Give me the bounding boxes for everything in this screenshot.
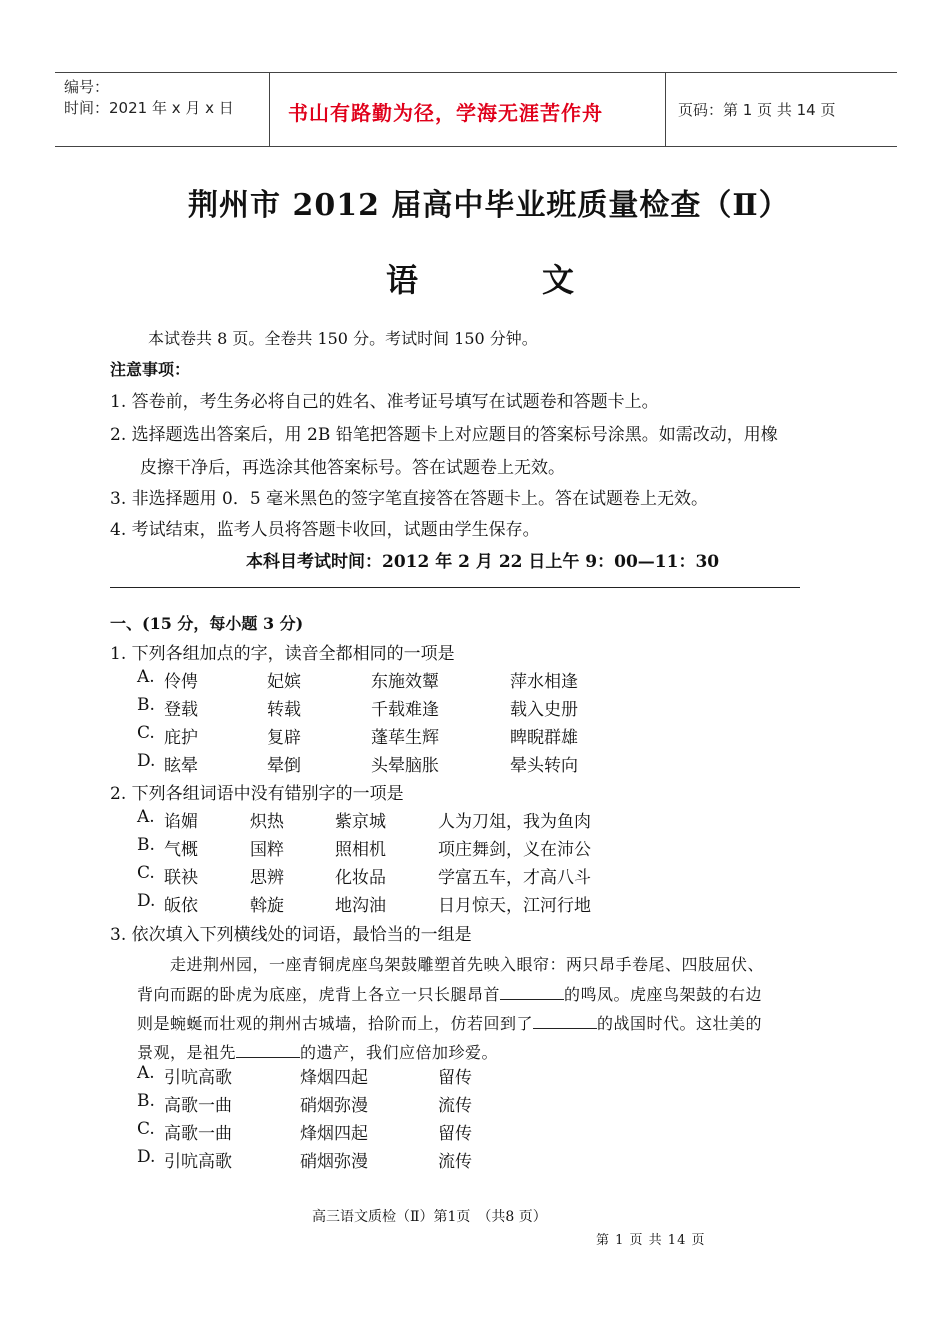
q1-option-choice: 伶俜 [164, 672, 198, 692]
q3-option-choice: 烽烟四起 [300, 1124, 368, 1144]
q3-option-choice: 硝烟弥漫 [300, 1152, 368, 1172]
q1-option-choice: 蓬荜生辉 [371, 728, 439, 748]
fill-blank [236, 1043, 300, 1058]
header-divider-right [665, 72, 666, 146]
q3-option-choice: 高歌一曲 [164, 1096, 232, 1116]
q2-option-label: C. [137, 863, 155, 883]
q2-option-label: B. [137, 835, 155, 855]
q3-option-choice: 烽烟四起 [300, 1068, 368, 1088]
q3-passage-line-3 [137, 1011, 762, 1034]
q1-option-label: B. [137, 695, 155, 715]
q1-option-choice: 晕倒 [267, 756, 301, 776]
q2-option-choice: 皈依 [164, 896, 198, 916]
passage-text: 景观，是祖先 [137, 1043, 237, 1062]
passage-text: 走进荆州园，一座青铜虎座鸟架鼓雕塑首先映入眼帘：两只昂手卷尾、四肢屈伏、 [170, 955, 765, 974]
q3-option-choice: 流传 [438, 1096, 472, 1116]
q3-stem: 3. 依次填入下列横线处的词语，最恰当的一组是 [110, 925, 472, 945]
q1-option-choice: 妃嫔 [267, 672, 301, 692]
header-number: 编号： [64, 78, 110, 96]
fill-blank [533, 1014, 597, 1029]
q2-option-choice: 照相机 [335, 840, 386, 860]
q3-option-choice: 留传 [438, 1068, 472, 1088]
header-time: 时间：2021 年 x 月 x 日 [64, 99, 234, 117]
q1-option-label: D. [137, 751, 156, 771]
q2-option-choice: 谄媚 [164, 812, 198, 832]
passage-text: 的战国时代。这壮美的 [597, 1014, 763, 1033]
q2-option-choice: 化妆品 [335, 868, 386, 888]
q2-option-label: A. [137, 807, 155, 827]
q3-option-choice: 高歌一曲 [164, 1124, 232, 1144]
separator-rule [110, 587, 800, 588]
q2-option-choice: 斡旋 [250, 896, 284, 916]
notice-item-4: 4. 考试结束，监考人员将答题卡收回，试题由学生保存。 [110, 520, 540, 540]
q3-option-label: D. [137, 1147, 156, 1167]
intro-text: 本试卷共 8 页。全卷共 150 分。考试时间 150 分钟。 [148, 329, 538, 348]
q2-option-choice: 地沟油 [335, 896, 386, 916]
q2-stem: 2. 下列各组词语中没有错别字的一项是 [110, 784, 404, 804]
header-page-info: 页码：第 1 页 共 14 页 [678, 101, 836, 119]
q3-option-label: A. [137, 1063, 155, 1083]
fill-blank [500, 985, 564, 1000]
subject-title: 语 文 [386, 261, 595, 299]
q3-option-choice: 留传 [438, 1124, 472, 1144]
q3-option-label: C. [137, 1119, 155, 1139]
q2-option-choice: 项庄舞剑，义在沛公 [438, 840, 591, 860]
notice-item-2-cont: 皮擦干净后，再选涂其他答案标号。答在试题卷上无效。 [140, 458, 565, 478]
q2-option-choice: 日月惊天，江河行地 [438, 896, 591, 916]
page-title: 荆州市 2012 届高中毕业班质量检查（Ⅱ） [188, 188, 790, 223]
notice-item-3: 3. 非选择题用 0．5 毫米黑色的签字笔直接答在答题卡上。答在试题卷上无效。 [110, 489, 709, 509]
header-top-border [55, 72, 897, 73]
q1-option-choice: 登载 [164, 700, 198, 720]
q3-option-choice: 引吭高歌 [164, 1068, 232, 1088]
footer-page-right: 第 1 页 共 14 页 [596, 1233, 706, 1248]
q3-option-choice: 硝烟弥漫 [300, 1096, 368, 1116]
q1-option-choice: 复辟 [267, 728, 301, 748]
q2-option-choice: 人为刀俎，我为鱼肉 [438, 812, 591, 832]
header-divider-left [269, 72, 270, 146]
q3-passage-line-4 [137, 1040, 498, 1063]
q1-option-choice: 晕头转向 [510, 756, 578, 776]
notice-heading: 注意事项： [110, 360, 191, 379]
q2-option-choice: 紫京城 [335, 812, 386, 832]
passage-text: 的鸣凤。虎座鸟架鼓的右边 [564, 985, 763, 1004]
q1-option-choice: 庇护 [164, 728, 198, 748]
q2-option-choice: 学富五车，才高八斗 [438, 868, 591, 888]
footer-page-center: 高三语文质检（Ⅱ）第1页 （共8 页） [312, 1209, 547, 1225]
q1-option-choice: 东施效颦 [371, 672, 439, 692]
q1-option-label: C. [137, 723, 155, 743]
q1-option-choice: 载入史册 [510, 700, 578, 720]
q2-option-choice: 气概 [164, 840, 198, 860]
q2-option-choice: 思辨 [250, 868, 284, 888]
passage-text: 则是蜿蜒而壮观的荆州古城墙，拾阶而上，仿若回到了 [137, 1014, 534, 1033]
q1-option-choice: 头晕脑胀 [371, 756, 439, 776]
section-heading: 一、(15 分，每小题 3 分) [110, 614, 304, 633]
passage-text: 的遗产，我们应倍加珍爱。 [300, 1043, 499, 1062]
q3-option-choice: 流传 [438, 1152, 472, 1172]
q1-option-label: A. [137, 667, 155, 687]
exam-time: 本科目考试时间：2012 年 2 月 22 日上午 9：00—11：30 [246, 552, 720, 572]
q1-option-choice: 萍水相逢 [510, 672, 578, 692]
q2-option-choice: 联袂 [164, 868, 198, 888]
q2-option-choice: 国粹 [250, 840, 284, 860]
q2-option-label: D. [137, 891, 156, 911]
header-bottom-border [55, 146, 897, 147]
q1-stem: 1. 下列各组加点的字，读音全都相同的一项是 [110, 644, 455, 664]
notice-item-2: 2. 选择题选出答案后，用 2B 铅笔把答题卡上对应题目的答案标号涂黑。如需改动，用橡 [110, 425, 778, 445]
q3-passage-line-1 [170, 952, 764, 975]
q3-passage-line-2 [137, 982, 762, 1005]
q2-option-choice: 炽热 [250, 812, 284, 832]
q1-option-choice: 睥睨群雄 [510, 728, 578, 748]
q1-option-choice: 眩晕 [164, 756, 198, 776]
passage-text: 背向而踞的卧虎为底座，虎背上各立一只长腿昂首 [137, 985, 501, 1004]
notice-item-1: 1. 答卷前，考生务必将自己的姓名、准考证号填写在试题卷和答题卡上。 [110, 392, 659, 412]
header-motto: 书山有路勤为径，学海无涯苦作舟 [288, 101, 603, 125]
q1-option-choice: 转载 [267, 700, 301, 720]
q3-option-choice: 引吭高歌 [164, 1152, 232, 1172]
q3-option-label: B. [137, 1091, 155, 1111]
q1-option-choice: 千载难逢 [371, 700, 439, 720]
